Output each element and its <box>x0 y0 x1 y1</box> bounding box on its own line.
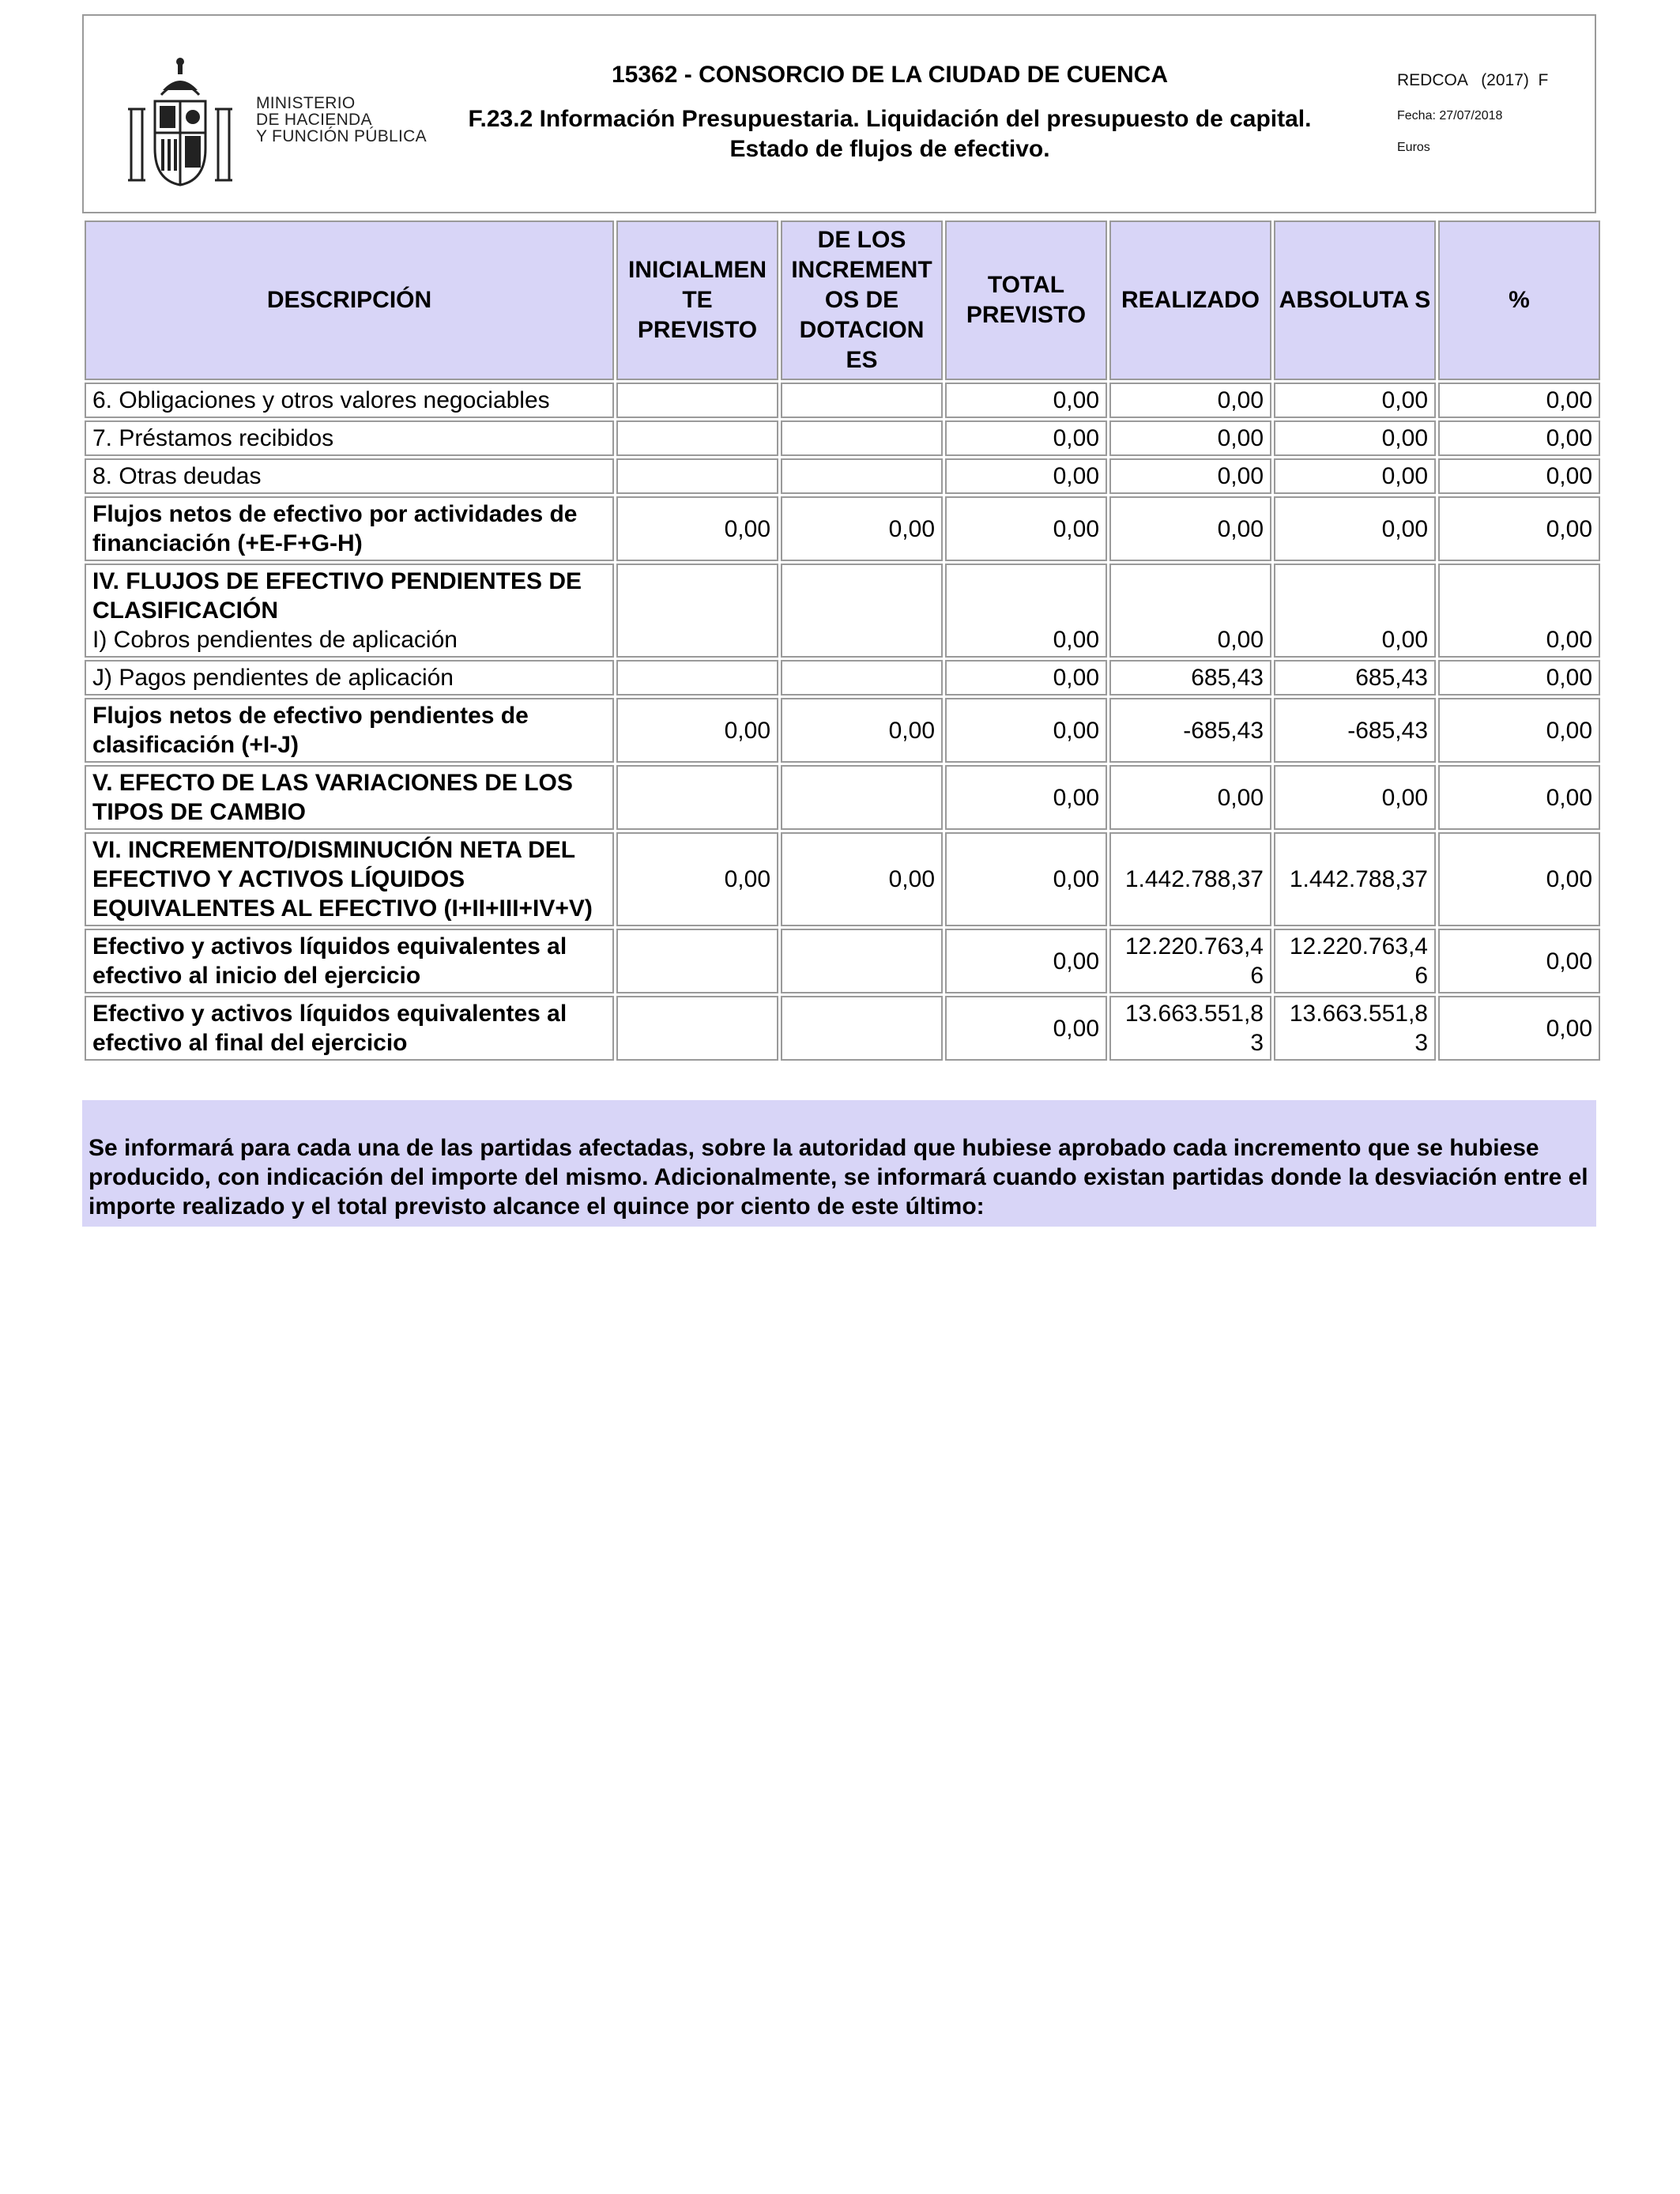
value-cell: 0,00 <box>1438 929 1600 993</box>
value-cell: 0,00 <box>1109 765 1271 830</box>
value-cell: 0,00 <box>945 929 1107 993</box>
table-row <box>85 660 1600 696</box>
row-description-text: J) Pagos pendientes de aplicación <box>92 665 454 691</box>
ministry-line-3: Y FUNCIÓN PÚBLICA <box>256 127 427 145</box>
value-cell: 0,00 <box>781 698 943 763</box>
row-description-text: Flujos netos de efectivo por actividades de financiación (+E-F+G-H) <box>92 501 578 556</box>
value-cell <box>781 564 943 658</box>
value-cell: 0,00 <box>945 496 1107 561</box>
value-cell: 0,00 <box>945 996 1107 1061</box>
report-date: Fecha: 27/07/2018 <box>1397 109 1503 123</box>
value-cell: 0,00 <box>1438 996 1600 1061</box>
value-cell: 0,00 <box>1438 420 1600 456</box>
value-cell: 0,00 <box>1438 765 1600 830</box>
row-description <box>85 496 614 561</box>
value-cell: -685,43 <box>1109 698 1271 763</box>
table-row <box>85 564 1600 658</box>
report-subtitle-line-1: F.23.2 Información Presupuestaria. Liquidación del presupuesto de capital. <box>468 106 1312 132</box>
table-body <box>85 383 1600 1061</box>
column-header: INICIALMEN TE PREVISTO <box>616 221 778 380</box>
row-description <box>85 996 614 1061</box>
value-cell: 0,00 <box>945 564 1107 658</box>
column-header: % <box>1438 221 1600 380</box>
value-cell: 0,00 <box>1438 660 1600 696</box>
value-cell: 685,43 <box>1109 660 1271 696</box>
value-cell: 0,00 <box>1274 765 1436 830</box>
value-cell: 0,00 <box>1274 383 1436 418</box>
column-header: ABSOLUTA S <box>1274 221 1436 380</box>
value-cell: 0,00 <box>945 383 1107 418</box>
row-description <box>85 420 614 456</box>
cash-flow-table <box>82 218 1603 1063</box>
value-cell: 0,00 <box>1109 383 1271 418</box>
column-header: DE LOS INCREMENT OS DE DOTACION ES <box>781 221 943 380</box>
value-cell <box>616 660 778 696</box>
table-row <box>85 698 1600 763</box>
value-cell: 0,00 <box>1438 458 1600 494</box>
footnote: Se informará para cada una de las partidas afectadas, sobre la autoridad que hubiese aprobado cada incremento que se hubiese producido, con indicación del importe del mismo. Adicionalmente, se informará cuando existan partidas donde la desviación entre el importe realizado y el total previsto alcance el quince por ciento de este último: <box>82 1100 1596 1227</box>
value-cell <box>781 383 943 418</box>
row-description-text: 6. Obligaciones y otros valores negociables <box>92 387 550 413</box>
value-cell: 0,00 <box>616 698 778 763</box>
value-cell: 0,00 <box>1109 458 1271 494</box>
row-description-text: Efectivo y activos líquidos equivalentes al efectivo al final del ejercicio <box>92 1001 567 1056</box>
value-cell: 0,00 <box>1274 458 1436 494</box>
table-row <box>85 383 1600 418</box>
report-subtitle <box>463 104 1317 164</box>
value-cell: 0,00 <box>1274 420 1436 456</box>
value-cell: 0,00 <box>781 832 943 926</box>
ministry-line-1: MINISTERIO <box>256 94 356 112</box>
value-cell: 0,00 <box>616 496 778 561</box>
value-cell: 0,00 <box>1438 832 1600 926</box>
value-cell: 0,00 <box>1438 383 1600 418</box>
value-cell: -685,43 <box>1274 698 1436 763</box>
report-code: REDCOA (2017) F <box>1397 71 1549 89</box>
row-description <box>85 929 614 993</box>
ministry-name <box>256 95 427 145</box>
value-cell: 0,00 <box>945 458 1107 494</box>
table-row <box>85 929 1600 993</box>
report-title: 15362 - CONSORCIO DE LA CIUDAD DE CUENCA <box>612 62 1168 88</box>
coat-of-arms-logo <box>125 54 235 188</box>
value-cell <box>616 383 778 418</box>
value-cell: 1.442.788,37 <box>1274 832 1436 926</box>
row-description-text: 8. Otras deudas <box>92 463 262 489</box>
report-header <box>82 14 1596 213</box>
value-cell: 0,00 <box>1274 496 1436 561</box>
value-cell: 0,00 <box>945 698 1107 763</box>
table-row <box>85 765 1600 830</box>
value-cell: 0,00 <box>1109 420 1271 456</box>
value-cell: 12.220.763,46 <box>1274 929 1436 993</box>
value-cell <box>616 458 778 494</box>
row-description <box>85 832 614 926</box>
value-cell: 685,43 <box>1274 660 1436 696</box>
value-cell: 0,00 <box>1274 564 1436 658</box>
value-cell <box>781 420 943 456</box>
row-description-text: V. EFECTO DE LAS VARIACIONES DE LOS TIPOS DE CAMBIO <box>92 770 573 825</box>
row-description <box>85 564 614 658</box>
column-header: REALIZADO <box>1109 221 1271 380</box>
row-description <box>85 765 614 830</box>
row-description <box>85 698 614 763</box>
value-cell: 0,00 <box>1109 496 1271 561</box>
value-cell <box>616 996 778 1061</box>
value-cell: 0,00 <box>945 765 1107 830</box>
report-currency: Euros <box>1397 141 1430 154</box>
value-cell: 0,00 <box>945 832 1107 926</box>
value-cell <box>616 564 778 658</box>
value-cell: 13.663.551,83 <box>1109 996 1271 1061</box>
row-description <box>85 660 614 696</box>
column-header: DESCRIPCIÓN <box>85 221 614 380</box>
row-description-text: Efectivo y activos líquidos equivalentes al efectivo al inicio del ejercicio <box>92 933 567 989</box>
value-cell: 0,00 <box>616 832 778 926</box>
table-row <box>85 996 1600 1061</box>
value-cell <box>781 996 943 1061</box>
value-cell <box>781 929 943 993</box>
row-description <box>85 458 614 494</box>
table-row <box>85 832 1600 926</box>
row-subdescription-text: I) Cobros pendientes de aplicación <box>92 627 458 653</box>
value-cell: 0,00 <box>1109 564 1271 658</box>
row-description-text: 7. Préstamos recibidos <box>92 425 334 451</box>
value-cell: 12.220.763,46 <box>1109 929 1271 993</box>
table-row <box>85 420 1600 456</box>
value-cell: 0,00 <box>1438 698 1600 763</box>
table-row <box>85 496 1600 561</box>
row-description-text: IV. FLUJOS DE EFECTIVO PENDIENTES DE CLASIFICACIÓN <box>92 568 582 624</box>
value-cell: 0,00 <box>1438 564 1600 658</box>
value-cell <box>781 765 943 830</box>
row-description-text: VI. INCREMENTO/DISMINUCIÓN NETA DEL EFECTIVO Y ACTIVOS LÍQUIDOS EQUIVALENTES AL EFECTIVO (I+II+III+IV+V) <box>92 837 593 922</box>
table-row <box>85 458 1600 494</box>
row-description-text: Flujos netos de efectivo pendientes de clasificación (+I-J) <box>92 703 529 758</box>
value-cell: 0,00 <box>945 420 1107 456</box>
value-cell <box>616 765 778 830</box>
report-subtitle-line-2: Estado de flujos de efectivo. <box>729 136 1050 162</box>
value-cell <box>616 420 778 456</box>
value-cell: 0,00 <box>781 496 943 561</box>
value-cell: 0,00 <box>945 660 1107 696</box>
row-description <box>85 383 614 418</box>
ministry-line-2: DE HACIENDA <box>256 111 372 129</box>
value-cell: 13.663.551,83 <box>1274 996 1436 1061</box>
value-cell: 1.442.788,37 <box>1109 832 1271 926</box>
column-header: TOTAL PREVISTO <box>945 221 1107 380</box>
value-cell <box>781 458 943 494</box>
value-cell: 0,00 <box>1438 496 1600 561</box>
value-cell <box>781 660 943 696</box>
value-cell <box>616 929 778 993</box>
